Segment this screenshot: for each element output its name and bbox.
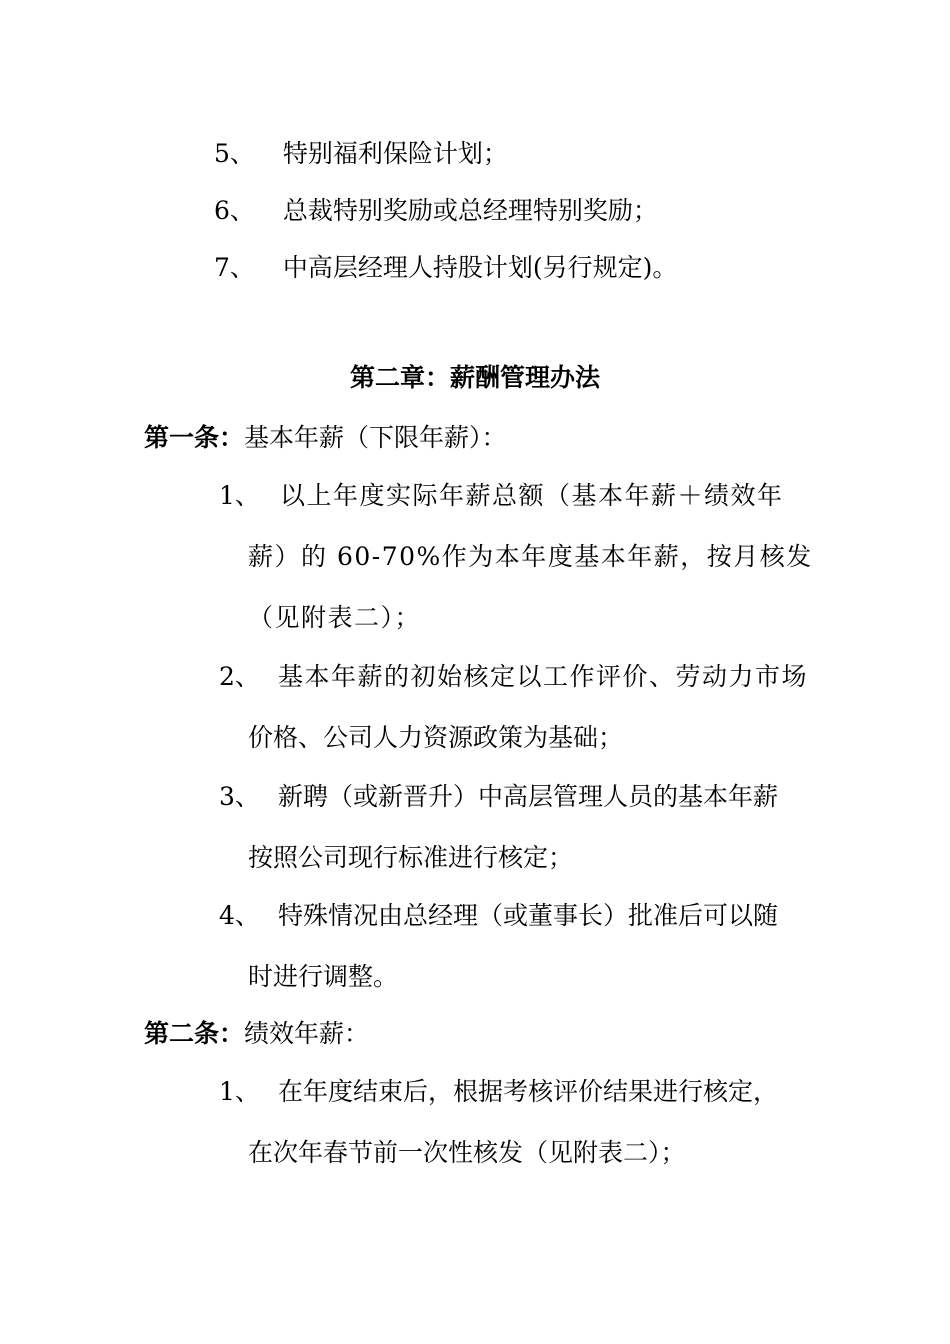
list-item-text: 特别福利保险计划； — [282, 139, 508, 168]
list-item-text: 时进行调整。 — [248, 962, 399, 991]
list-item-number: 3、 — [219, 782, 260, 811]
list-item — [214, 138, 508, 170]
list-item-text: 在次年春节前一次性核发（见附表二）； — [248, 1138, 686, 1167]
list-item-text: 总裁特别奖励或总经理特别奖励； — [282, 196, 658, 225]
article-title: 基本年薪（下限年薪）： — [244, 423, 507, 452]
list-item-text: （见附表二）； — [248, 603, 422, 632]
article-heading — [144, 1018, 369, 1050]
list-item-text: 新聘（或新晋升）中高层管理人员的基本年薪 — [278, 782, 779, 811]
list-item-number: 5、 — [214, 139, 255, 168]
list-item-number: 1、 — [219, 1077, 260, 1106]
list-item-text: 价格、公司人力资源政策为基础； — [248, 723, 624, 752]
article-heading — [144, 422, 507, 454]
list-item-text: 在年度结束后，根据考核评价结果进行核定， — [278, 1077, 779, 1106]
article-title: 绩效年薪： — [244, 1019, 370, 1048]
list-item-number: 7、 — [214, 253, 255, 282]
list-item-number: 4、 — [219, 901, 260, 930]
list-item-number: 6、 — [214, 196, 255, 225]
list-item-text: 薪）的 60-70%作为本年度基本年薪，按月核发 — [248, 542, 813, 571]
list-item — [214, 252, 677, 284]
article-label: 第一条： — [144, 423, 245, 452]
chapter-title: 第二章：薪酬管理办法 — [349, 363, 600, 392]
list-item-text: 特殊情况由总经理（或董事长）批准后可以随 — [278, 901, 779, 930]
list-item-text: 按照公司现行标准进行核定； — [248, 843, 574, 872]
list-item-text: 以上年度实际年薪总额（基本年薪＋绩效年 — [280, 481, 784, 510]
list-item-text: 中高层经理人持股计划(另行规定)。 — [282, 253, 678, 282]
article-label: 第二条： — [144, 1019, 245, 1048]
list-item-number: 1、 — [219, 481, 260, 510]
list-item-number: 2、 — [219, 662, 260, 691]
list-item — [214, 195, 658, 227]
list-item-text: 基本年薪的初始核定以工作评价、劳动力市场 — [278, 662, 809, 691]
